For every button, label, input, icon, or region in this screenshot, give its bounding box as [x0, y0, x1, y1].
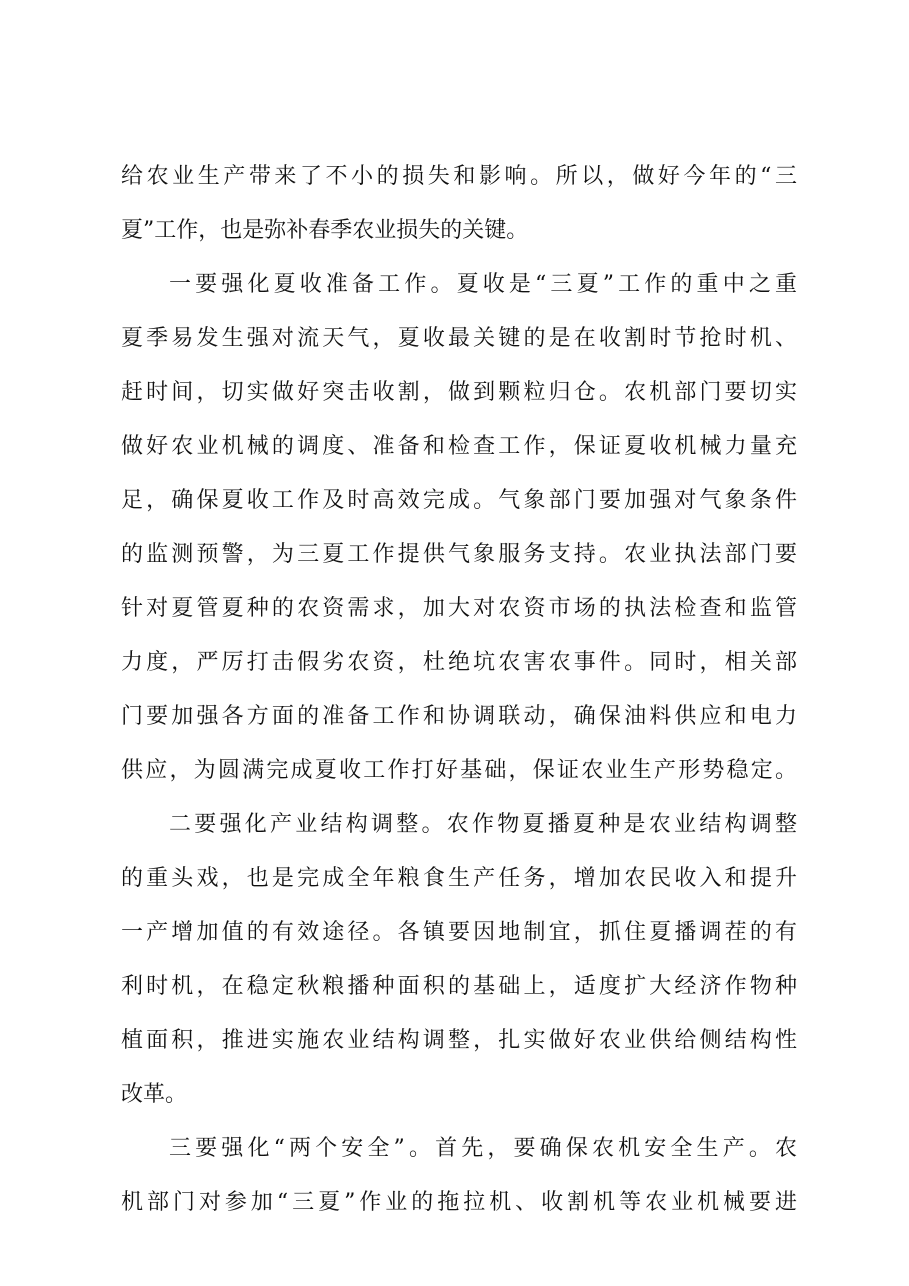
text-line-19: 三要强化“两个安全”。首先，要确保农机安全生产。农 — [169, 1136, 797, 1161]
text-line-9: 针对夏管夏种的农资需求，加大对农资市场的执法检查和监管 — [121, 596, 797, 621]
text-line-11: 门要加强各方面的准备工作和协调联动，确保油料供应和电力 — [121, 704, 797, 729]
text-line-2: 夏”工作，也是弥补春季农业损失的关键。 — [121, 218, 529, 243]
text-line-4: 夏季易发生强对流天气，夏收最关键的是在收割时节抢时机、 — [121, 326, 797, 351]
text-line-16: 利时机，在稳定秋粮播种面积的基础上，适度扩大经济作物种 — [121, 974, 797, 999]
text-line-13: 二要强化产业结构调整。农作物夏播夏种是农业结构调整 — [169, 812, 797, 837]
text-line-15: 一产增加值的有效途径。各镇要因地制宜，抓住夏播调茬的有 — [121, 920, 797, 945]
text-line-20: 机部门对参加“三夏”作业的拖拉机、收割机等农业机械要进 — [121, 1190, 797, 1215]
text-line-5: 赶时间，切实做好突击收割，做到颗粒归仓。农机部门要切实 — [121, 380, 797, 405]
text-line-10: 力度，严厉打击假劣农资，杜绝坑农害农事件。同时，相关部 — [121, 650, 797, 675]
text-line-1: 给农业生产带来了不小的损失和影响。所以，做好今年的“三 — [121, 164, 797, 189]
text-line-3: 一要强化夏收准备工作。夏收是“三夏”工作的重中之重 — [169, 272, 797, 297]
document-body — [121, 150, 797, 1230]
text-line-18: 改革。 — [121, 1082, 188, 1107]
text-line-17: 植面积，推进实施农业结构调整，扎实做好农业供给侧结构性 — [121, 1028, 797, 1053]
text-line-14: 的重头戏，也是完成全年粮食生产任务，增加农民收入和提升 — [121, 866, 797, 891]
text-line-12: 供应，为圆满完成夏收工作打好基础，保证农业生产形势稳定。 — [121, 758, 797, 783]
text-line-7: 足，确保夏收工作及时高效完成。气象部门要加强对气象条件 — [121, 488, 797, 513]
text-line-8: 的监测预警，为三夏工作提供气象服务支持。农业执法部门要 — [121, 542, 797, 567]
text-line-6: 做好农业机械的调度、准备和检查工作，保证夏收机械力量充 — [121, 434, 797, 459]
